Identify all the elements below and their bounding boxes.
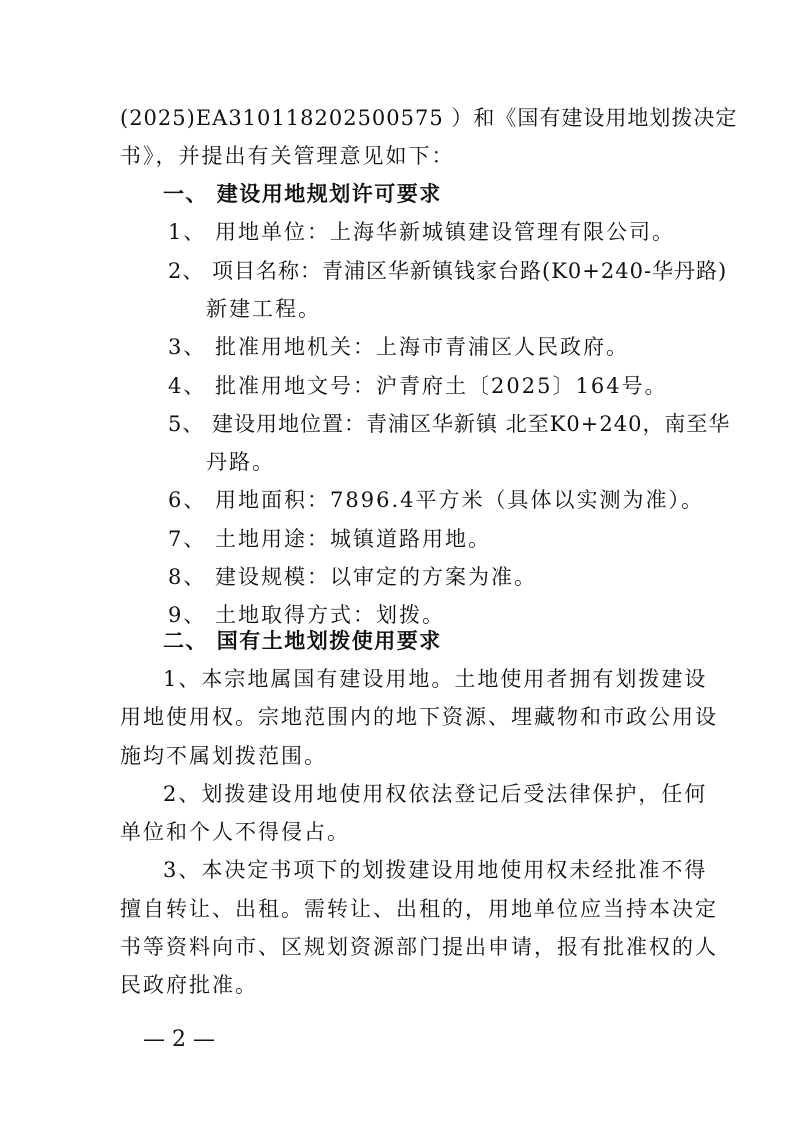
- paragraph-2-line-1: 2、划拨建设用地使用权依法登记后受法律保护，任何: [163, 782, 708, 806]
- paragraph-3-line-3: 书等资料向市、区规划资源部门提出申请，报有批准权的人: [120, 935, 718, 959]
- section-heading-allocation-requirements: 二、 国有土地划拨使用要求: [163, 629, 442, 653]
- list-item-site-location-cont: 丹路。: [206, 450, 275, 474]
- list-item-approving-authority: 3、 批准用地机关：上海市青浦区人民政府。: [168, 335, 630, 359]
- page-number: — 2 —: [143, 1027, 215, 1052]
- paragraph-1-line-1: 1、本宗地属国有建设用地。土地使用者拥有划拨建设: [163, 667, 708, 691]
- list-item-project-name-cont: 新建工程。: [206, 297, 321, 321]
- list-item-land-area: 6、 用地面积：7896.4平方米（具体以实测为准）。: [168, 488, 705, 512]
- list-item-project-name: 2、 项目名称：青浦区华新镇钱家台路(K0+240-华丹路): [168, 259, 728, 283]
- list-item-approval-document: 4、 批准用地文号：沪青府土〔2025〕164号。: [168, 374, 668, 398]
- list-item-land-user: 1、 用地单位：上海华新城镇建设管理有限公司。: [168, 220, 676, 244]
- paragraph-3-line-1: 3、本决定书项下的划拨建设用地使用权未经批准不得: [163, 858, 708, 882]
- paragraph-3-line-2: 擅自转让、出租。需转让、出租的，用地单位应当持本决定: [120, 897, 718, 921]
- paragraph-2-line-2: 单位和个人不得侵占。: [120, 820, 350, 844]
- paragraph-1-line-2: 用地使用权。宗地范围内的地下资源、埋藏物和市政公用设: [120, 705, 718, 729]
- list-item-site-location: 5、 建设用地位置：青浦区华新镇 北至K0+240，南至华: [168, 412, 731, 436]
- list-item-acquisition-method: 9、 土地取得方式：划拨。: [168, 603, 446, 627]
- list-item-land-use: 7、 土地用途：城镇道路用地。: [168, 527, 492, 551]
- paragraph-3-line-4: 民政府批准。: [120, 973, 258, 997]
- text-line-continuation: 书》，并提出有关管理意见如下：: [120, 144, 455, 168]
- section-heading-planning-permit: 一、 建设用地规划许可要求: [163, 182, 442, 206]
- text-line-continuation: (2025)EA310118202500575 ）和《国有建设用地划拨决定: [120, 106, 738, 130]
- paragraph-1-line-3: 施均不属划拨范围。: [120, 744, 327, 768]
- list-item-construction-scale: 8、 建设规模：以审定的方案为准。: [168, 565, 538, 589]
